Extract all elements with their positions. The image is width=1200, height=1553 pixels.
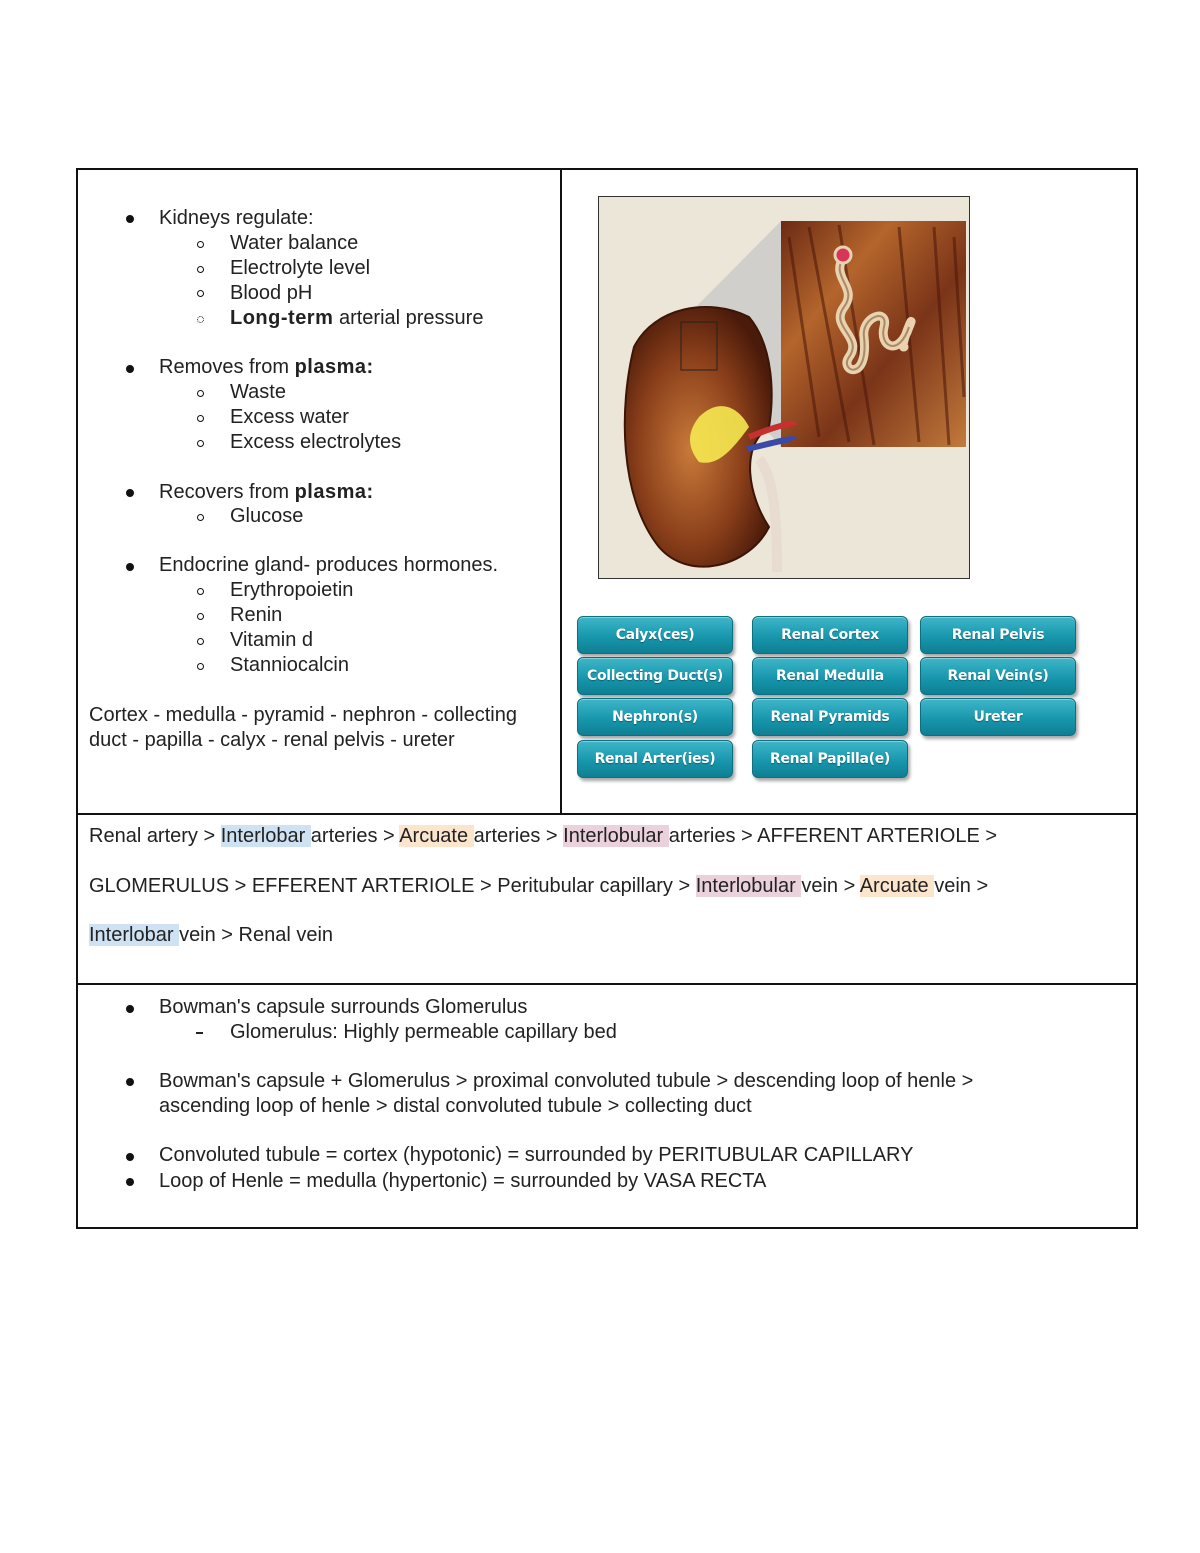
- heading-text: Removes from: [159, 356, 295, 378]
- flow-text: arteries >: [473, 825, 564, 847]
- list-item: Renin: [230, 604, 283, 626]
- flow-text: vein > Renal vein: [179, 924, 334, 946]
- label-button-renal-cortex[interactable]: Renal Cortex: [752, 616, 908, 654]
- list-item: Glomerulus: Highly permeable capillary bed: [230, 1021, 617, 1043]
- list-item: Water balance: [230, 232, 359, 254]
- list-item: Electrolyte level: [230, 257, 371, 279]
- highlight-arcuate: Arcuate: [399, 825, 474, 847]
- label-button-renal-artery[interactable]: Renal Arter(ies): [577, 740, 733, 778]
- sub-bullet-icon: [197, 266, 204, 273]
- row-divider-1: [78, 813, 1136, 815]
- sub-bullet-icon: [197, 241, 204, 248]
- list-item: [230, 306, 483, 330]
- label-button-renal-pelvis[interactable]: Renal Pelvis: [920, 616, 1076, 654]
- list-item: Glucose: [230, 505, 304, 527]
- highlight-interlobular: Interlobular: [695, 875, 802, 897]
- blood-flow-line-1: [89, 824, 997, 848]
- kidney-illustration: [599, 197, 970, 579]
- bullet-icon: [126, 563, 134, 571]
- label-button-ureter[interactable]: Ureter: [920, 698, 1076, 736]
- sub-bullet-icon: [197, 316, 204, 323]
- list-heading: [159, 355, 374, 379]
- sub-bullet-icon: [197, 290, 204, 297]
- bullet-icon: [126, 1178, 134, 1186]
- bullet-icon: [126, 489, 134, 497]
- list-item: Vitamin d: [230, 629, 314, 651]
- label-button-renal-pyramids[interactable]: Renal Pyramids: [752, 698, 908, 736]
- list-item: Excess electrolytes: [230, 431, 402, 453]
- bold-text: plasma:: [294, 481, 374, 503]
- bullet-icon: [126, 365, 134, 373]
- column-divider: [560, 170, 562, 813]
- list-item: Bowman's capsule surrounds Glomerulus: [159, 996, 528, 1018]
- label-button-nephron[interactable]: Nephron(s): [577, 698, 733, 736]
- highlight-interlobar: Interlobar: [220, 825, 311, 847]
- bold-text: Long-term: [230, 307, 334, 329]
- bold-text: plasma:: [294, 356, 374, 378]
- bullet-icon: [126, 215, 134, 223]
- sub-bullet-icon: [197, 415, 204, 422]
- list-heading: Endocrine gland- produces hormones.: [159, 554, 499, 576]
- kidney-diagram-image: [598, 196, 970, 579]
- list-heading: Kidneys regulate:: [159, 207, 314, 229]
- list-item: Convoluted tubule = cortex (hypotonic) = surrounded by PERITUBULAR CAPILLARY: [159, 1144, 914, 1166]
- list-item: Bowman's capsule + Glomerulus > proximal convoluted tubule > descending loop of henle >: [159, 1070, 974, 1092]
- flow-text: arteries > AFFERENT ARTERIOLE >: [668, 825, 998, 847]
- bullet-icon: [126, 1005, 134, 1013]
- flow-text: Renal artery >: [89, 825, 221, 847]
- blood-flow-line-3: [89, 923, 333, 947]
- list-item-continued: ascending loop of henle > distal convoluted tubule > collecting duct: [159, 1095, 752, 1117]
- list-item: Waste: [230, 381, 286, 403]
- dash-icon: [196, 1032, 203, 1034]
- sub-bullet-icon: [197, 514, 204, 521]
- sub-bullet-icon: [197, 440, 204, 447]
- bullet-icon: [126, 1153, 134, 1161]
- label-button-collecting-duct[interactable]: Collecting Duct(s): [577, 657, 733, 695]
- highlight-interlobar: Interlobar: [89, 924, 180, 946]
- summary-line: Cortex - medulla - pyramid - nephron - collecting: [89, 704, 517, 726]
- sub-bullet-icon: [197, 390, 204, 397]
- flow-text: GLOMERULUS > EFFERENT ARTERIOLE > Peritubular capillary >: [89, 875, 696, 897]
- list-item: Excess water: [230, 406, 349, 428]
- label-button-renal-papilla[interactable]: Renal Papilla(e): [752, 740, 908, 778]
- summary-line: duct - papilla - calyx - renal pelvis - ureter: [89, 729, 455, 751]
- list-item: Stanniocalcin: [230, 654, 349, 676]
- list-item: Loop of Henle = medulla (hypertonic) = surrounded by VASA RECTA: [159, 1170, 767, 1192]
- label-button-renal-vein[interactable]: Renal Vein(s): [920, 657, 1076, 695]
- row-divider-2: [78, 983, 1136, 985]
- flow-text: arteries >: [310, 825, 400, 847]
- sub-bullet-icon: [197, 613, 204, 620]
- label-button-renal-medulla[interactable]: Renal Medulla: [752, 657, 908, 695]
- blood-flow-line-2: [89, 874, 988, 898]
- heading-text: Recovers from: [159, 481, 295, 503]
- highlight-interlobular: Interlobular: [563, 825, 669, 847]
- sub-bullet-icon: [197, 663, 204, 670]
- list-item: Blood pH: [230, 282, 313, 304]
- list-item: Erythropoietin: [230, 579, 354, 601]
- highlight-arcuate: Arcuate: [859, 875, 935, 897]
- item-text: arterial pressure: [333, 307, 484, 329]
- flow-text: vein >: [801, 875, 860, 897]
- flow-text: vein >: [934, 875, 989, 897]
- label-button-calyx[interactable]: Calyx(ces): [577, 616, 733, 654]
- bullet-icon: [126, 1078, 134, 1086]
- list-heading: [159, 480, 374, 504]
- sub-bullet-icon: [197, 638, 204, 645]
- sub-bullet-icon: [197, 588, 204, 595]
